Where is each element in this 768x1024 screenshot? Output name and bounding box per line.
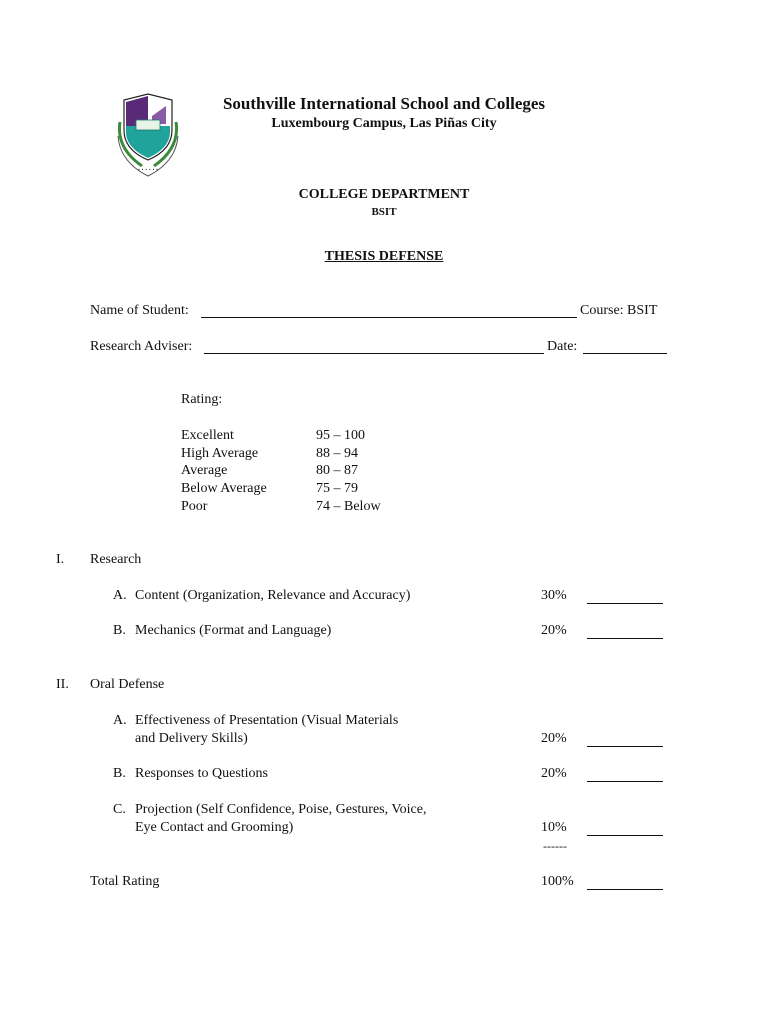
rating-name: Poor — [181, 499, 208, 514]
item-weight: 30% — [541, 588, 567, 603]
department-title: COLLEGE DEPARTMENT — [298, 187, 470, 202]
item-mechanics: Mechanics (Format and Language) — [135, 623, 332, 638]
school-name: Southville International School and Colleges — [222, 94, 546, 113]
rating-name: High Average — [181, 446, 259, 461]
score-blank[interactable] — [587, 767, 663, 782]
program-label: BSIT — [371, 206, 397, 218]
item-responses: Responses to Questions — [135, 766, 268, 781]
rating-name: Average — [181, 463, 228, 478]
score-blank[interactable] — [587, 732, 663, 747]
total-label: Total Rating — [90, 874, 160, 889]
svg-text:• • • • • •: • • • • • • — [137, 167, 159, 172]
item-letter: B. — [113, 623, 126, 638]
item-weight: 10% — [541, 820, 567, 835]
score-blank[interactable] — [587, 821, 663, 836]
rating-name: Excellent — [181, 428, 234, 443]
total-score-blank[interactable] — [587, 875, 663, 890]
rating-name: Below Average — [181, 481, 267, 496]
item-presentation-line2: and Delivery Skills) — [135, 731, 248, 746]
item-letter: A. — [113, 713, 127, 728]
rating-range: 88 – 94 — [316, 446, 358, 461]
student-name-blank[interactable] — [201, 303, 577, 318]
score-blank[interactable] — [587, 624, 663, 639]
item-letter: C. — [113, 802, 126, 817]
item-weight: 20% — [541, 731, 567, 746]
rating-range: 95 – 100 — [316, 428, 365, 443]
section-numeral: II. — [56, 677, 69, 692]
date-label: Date: — [547, 339, 578, 354]
total-weight: 100% — [541, 874, 574, 889]
item-letter: B. — [113, 766, 126, 781]
sum-separator: ------ — [543, 839, 567, 853]
section-numeral: I. — [56, 552, 65, 567]
item-weight: 20% — [541, 766, 567, 781]
section-title-research: Research — [90, 552, 142, 567]
rating-range: 74 – Below — [316, 499, 381, 514]
section-title-oral-defense: Oral Defense — [90, 677, 165, 692]
item-letter: A. — [113, 588, 127, 603]
rating-range: 75 – 79 — [316, 481, 358, 496]
score-blank[interactable] — [587, 589, 663, 604]
item-projection-line1: Projection (Self Confidence, Poise, Gestures, Voice, — [135, 802, 427, 817]
campus-address: Luxembourg Campus, Las Piñas City — [271, 116, 497, 131]
rating-range: 80 – 87 — [316, 463, 358, 478]
course-label: Course: BSIT — [580, 303, 658, 318]
item-weight: 20% — [541, 623, 567, 638]
rating-label: Rating: — [181, 392, 223, 407]
date-blank[interactable] — [583, 339, 667, 354]
adviser-blank[interactable] — [204, 339, 544, 354]
item-presentation-line1: Effectiveness of Presentation (Visual Materials — [135, 713, 399, 728]
adviser-label: Research Adviser: — [90, 339, 193, 354]
form-title: THESIS DEFENSE — [324, 249, 444, 264]
item-content: Content (Organization, Relevance and Accuracy) — [135, 588, 411, 603]
item-projection-line2: Eye Contact and Grooming) — [135, 820, 294, 835]
student-name-label: Name of Student: — [90, 303, 189, 318]
